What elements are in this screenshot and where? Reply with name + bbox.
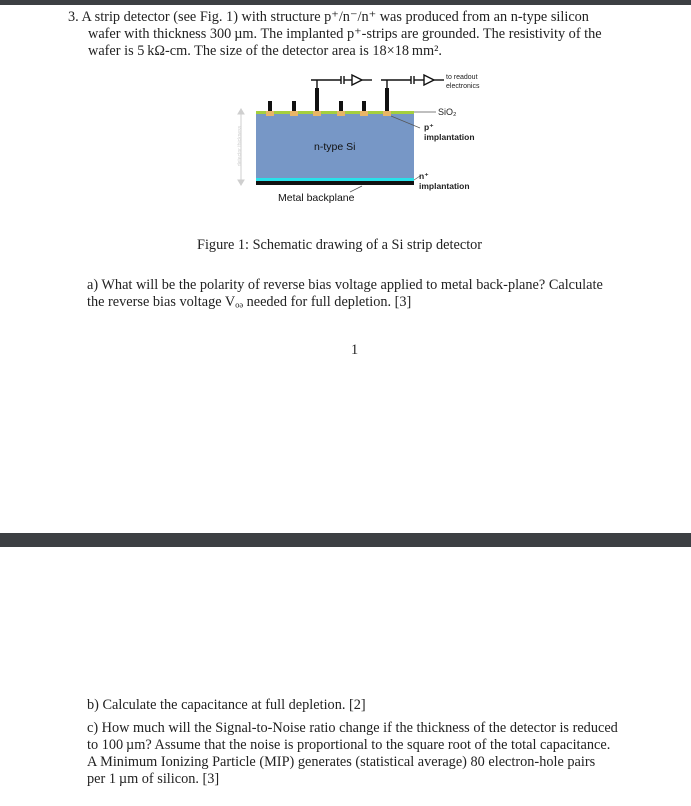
question-c-line-2: to 100 µm? Assume that the noise is proportional to the square root of the total capacitance. [87, 737, 611, 753]
question-c-line-1: c) How much will the Signal-to-Noise ratio change if the thickness of the detector is reduced [87, 720, 618, 736]
question-b [87, 697, 677, 714]
problem-line-1: 3. A strip detector (see Fig. 1) with structure p⁺/n⁻/n⁺ was produced from an n-type silicon [68, 9, 589, 25]
page-number: 1 [351, 342, 359, 358]
label-n-type-si: n-type Si [314, 141, 356, 153]
question-a-line-1: a) What will be the polarity of reverse bias voltage applied to metal back-plane? Calculate [87, 277, 603, 293]
question-c-line-4: per 1 µm of silicon. [3] [87, 771, 220, 787]
problem-line-3: wafer is 5 kΩ-cm. The size of the detector area is 18×18 mm². [88, 43, 442, 59]
question-a [87, 277, 677, 311]
question-c-line-3: A Minimum Ionizing Particle (MIP) generates (statistical average) 80 electron-hole pairs [87, 754, 596, 770]
problem-line-2: wafer with thickness 300 µm. The implanted p⁺-strips are grounded. The resistivity of the [88, 26, 602, 42]
readout-circuit-2 [381, 75, 444, 88]
label-p-plus: p⁺ [424, 122, 434, 132]
label-sio2: SiO₂ [438, 107, 457, 117]
label-detector-thickness: detector thickness [237, 125, 243, 167]
label-p-implantation: implantation [424, 132, 475, 142]
label-readout-line-2: electronics [446, 83, 480, 90]
label-metal-backplane: Metal backplane [278, 192, 355, 204]
readout-circuit-1 [311, 75, 372, 88]
label-n-implantation: implantation [419, 181, 470, 191]
problem-number: 3. [68, 9, 79, 25]
n-plus-layer [256, 178, 414, 181]
label-n-plus: n⁺ [419, 171, 429, 181]
strip-contacts [268, 88, 389, 111]
metal-backplane [256, 181, 414, 185]
question-c [87, 720, 677, 788]
question-b-line: b) Calculate the capacitance at full depletion. [2] [87, 697, 366, 713]
figure-caption: Figure 1: Schematic drawing of a Si strip detector [197, 237, 483, 253]
question-a-line-2: the reverse bias voltage Vₒₔ needed for full depletion. [3] [87, 294, 412, 310]
label-readout-line-1: to readout [446, 74, 478, 81]
page-break-separator [0, 533, 691, 547]
